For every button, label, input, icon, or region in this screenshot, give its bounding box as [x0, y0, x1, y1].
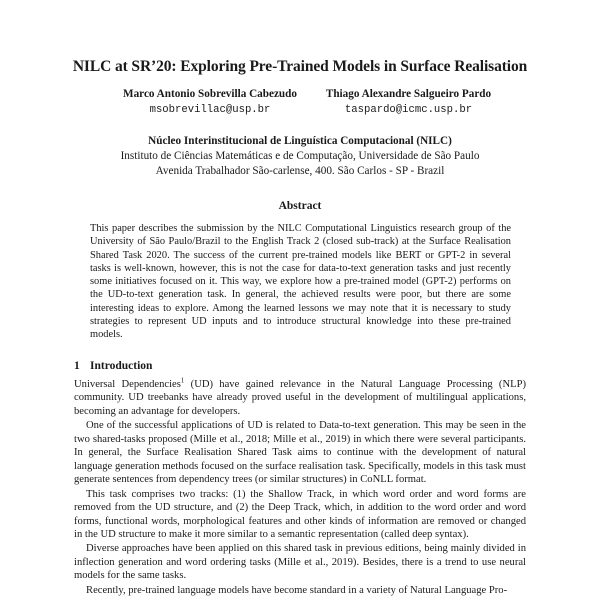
- section-heading: [74, 360, 152, 372]
- affiliation-address: Avenida Trabalhador São-carlense, 400. São Carlos - SP - Brazil: [155, 165, 445, 177]
- affiliation-name: Núcleo Interinstitucional de Linguística Computacional (NILC): [148, 135, 452, 147]
- paper-title: NILC at SR’20: Exploring Pre-Trained Models in Surface Realisation: [72, 58, 528, 75]
- abstract-text: This paper describes the submission by the NILC Computational Linguistics research group of the University of São Paulo/Brazil to the English Track 2 (closed sub-track) at the Surface Realisation Shared Task 2020. The success of the current pre-trained models like BERT or GPT-2 in several tasks is well-known, however, this is not the case for data-to-text generation tasks and just recently some initiatives focused on it. This way, we explore how a pre-trained model (GPT-2) performs on the UD-to-text generation task. In general, the achieved results were poor, but there are some interesting ideas to explore. Among the learned lessons we may note that it is necessary to study strategies to represent UD inputs and to introduce structural knowledge into these pre-trained models.: [90, 223, 511, 340]
- footnote-marker[interactable]: 1: [180, 376, 185, 385]
- abstract-heading: Abstract: [278, 200, 322, 212]
- paragraph: Recently, pre-trained language models have become standard in a variety of Natural Language Pro-: [86, 584, 508, 596]
- affiliation-line: Instituto de Ciências Matemáticas e de Computação, Universidade de São Paulo: [120, 150, 480, 162]
- paragraph: [74, 378, 526, 418]
- author-email[interactable]: taspardo@icmc.usp.br: [344, 104, 473, 116]
- paragraph-text: Universal Dependencies: [74, 379, 181, 390]
- author-block-1: [100, 87, 320, 118]
- section-body: [74, 378, 526, 598]
- paragraph: Diverse approaches have been applied on this shared task in previous editions, being mainly divided in inflection generation and word ordering tasks (Mille et al., 2019). Besides, there is a trend to use neural models for the same tasks.: [74, 543, 526, 582]
- author-name: Thiago Alexandre Salgueiro Pardo: [325, 88, 492, 100]
- affiliation: [0, 134, 600, 179]
- author-block-2: [306, 87, 511, 118]
- section-number: 1: [74, 360, 80, 372]
- paragraph: One of the successful applications of UD is related to Data-to-text generation. This may be seen in the two shared-tasks proposed (Mille et al., 2018; Mille et al., 2019) in which there were several participants. In general, the Surface Realisation Shared Task aims to continue with the development of natural language generation methods focused on the surface realisation task. Specifically, models in this task must generate sentences from dependency trees (or similar structures) in CoNLL format.: [74, 420, 526, 486]
- author-email[interactable]: msobrevillac@usp.br: [149, 104, 271, 116]
- author-name: Marco Antonio Sobrevilla Cabezudo: [123, 88, 297, 100]
- paragraph: This task comprises two tracks: (1) the Shallow Track, in which word order and word forms are removed from the UD structure, and (2) the Deep Track, which, in addition to the word order and word forms, functional words, morphological features and other kinds of information are removed or changed in the UD structure to make it more similar to a semantic representation (called deep syntax).: [74, 488, 526, 540]
- section-title: Introduction: [90, 360, 153, 372]
- paragraph-text: (UD) have gained relevance in the Natural Language Processing (NLP) community. UD treebanks have already proved useful in the development of multilingual applications, becoming an advantage for developers.: [74, 379, 527, 417]
